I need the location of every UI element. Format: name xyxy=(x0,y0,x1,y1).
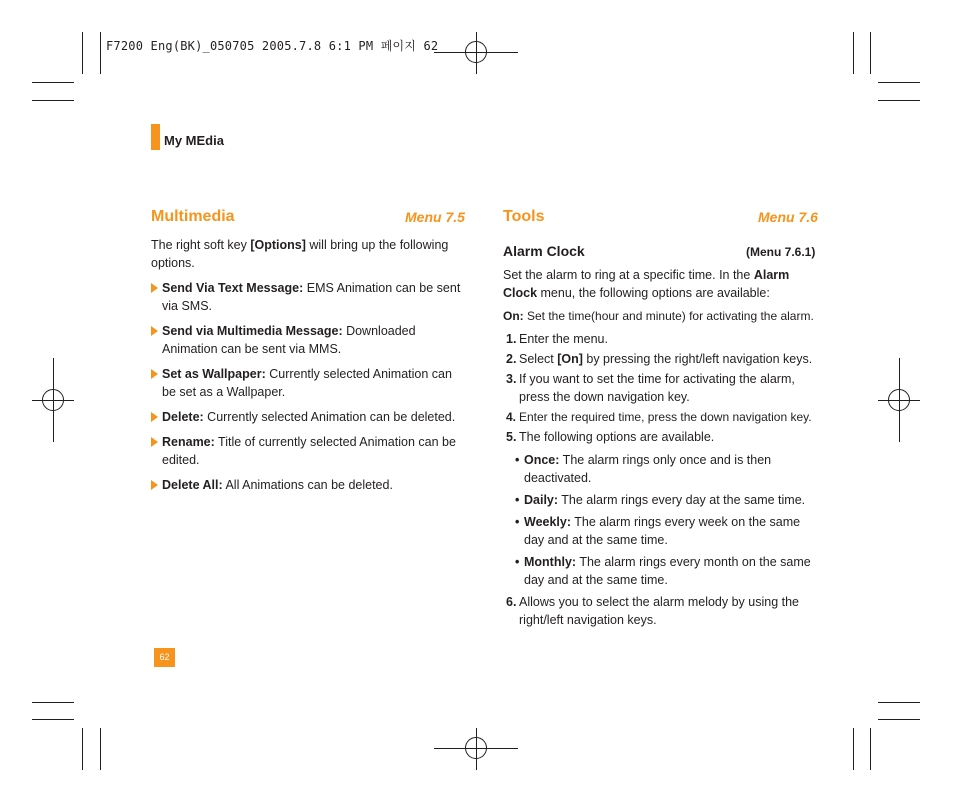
alarm-clock-body xyxy=(503,266,821,631)
multimedia-option: Delete All: All Animations can be deleted. xyxy=(151,476,466,494)
alarm-step: 2. Select [On] by pressing the right/left navigation keys. xyxy=(506,352,813,366)
alarm-repeat-option: • Once: The alarm rings only once and is then deactivated. xyxy=(515,453,772,485)
multimedia-option: Rename: Title of currently selected Animation can be edited. xyxy=(151,433,466,469)
alarm-step: 3. If you want to set the time for activating the alarm, press the down navigation key. xyxy=(506,372,795,404)
page-number-badge: 62 xyxy=(154,648,175,667)
section-title: My MEdia xyxy=(164,133,224,148)
tools-menu-number: Menu 7.6 xyxy=(758,209,818,225)
alarm-step: 6. Allows you to select the alarm melody by using the right/left navigation keys. xyxy=(506,595,799,627)
triangle-bullet-icon xyxy=(151,369,158,379)
alarm-step: 4. Enter the required time, press the down navigation key. xyxy=(506,410,812,424)
multimedia-option: Set as Wallpaper: Currently selected Animation can be set as a Wallpaper. xyxy=(151,365,466,401)
alarm-repeat-option: • Weekly: The alarm rings every week on the same day and at the same time. xyxy=(515,515,801,547)
triangle-bullet-icon xyxy=(151,412,158,422)
triangle-bullet-icon xyxy=(151,437,158,447)
multimedia-option: Delete: Currently selected Animation can be deleted. xyxy=(151,408,466,426)
alarm-step: 1. Enter the menu. xyxy=(506,332,608,346)
multimedia-menu-number: Menu 7.5 xyxy=(405,209,465,225)
alarm-clock-menu-number: (Menu 7.6.1) xyxy=(746,245,816,259)
section-marker xyxy=(151,124,160,150)
print-slug: F7200 Eng(BK)_050705 2005.7.8 6:1 PM 페이지 62 xyxy=(106,39,439,53)
triangle-bullet-icon xyxy=(151,326,158,336)
tools-heading: Tools xyxy=(503,208,545,225)
alarm-clock-heading: Alarm Clock xyxy=(503,243,585,259)
triangle-bullet-icon xyxy=(151,480,158,490)
alarm-on-description: On: Set the time(hour and minute) for activating the alarm. xyxy=(503,309,814,323)
alarm-repeat-option: • Daily: The alarm rings every day at the same time. xyxy=(515,493,806,507)
multimedia-heading: Multimedia xyxy=(151,208,235,225)
multimedia-option: Send Via Text Message: EMS Animation can be sent via SMS. xyxy=(151,279,466,315)
alarm-step: 5. The following options are available. xyxy=(506,430,715,444)
alarm-repeat-option: • Monthly: The alarm rings every month on the same day and at the same time. xyxy=(515,555,811,587)
multimedia-body xyxy=(151,236,466,501)
triangle-bullet-icon xyxy=(151,283,158,293)
multimedia-intro: The right soft key [Options] will bring up the following options. xyxy=(151,238,449,270)
alarm-clock-intro: Set the alarm to ring at a specific time. In the Alarm Clock menu, the following options are available: xyxy=(503,268,790,300)
multimedia-option: Send via Multimedia Message: Downloaded Animation can be sent via MMS. xyxy=(151,322,466,358)
